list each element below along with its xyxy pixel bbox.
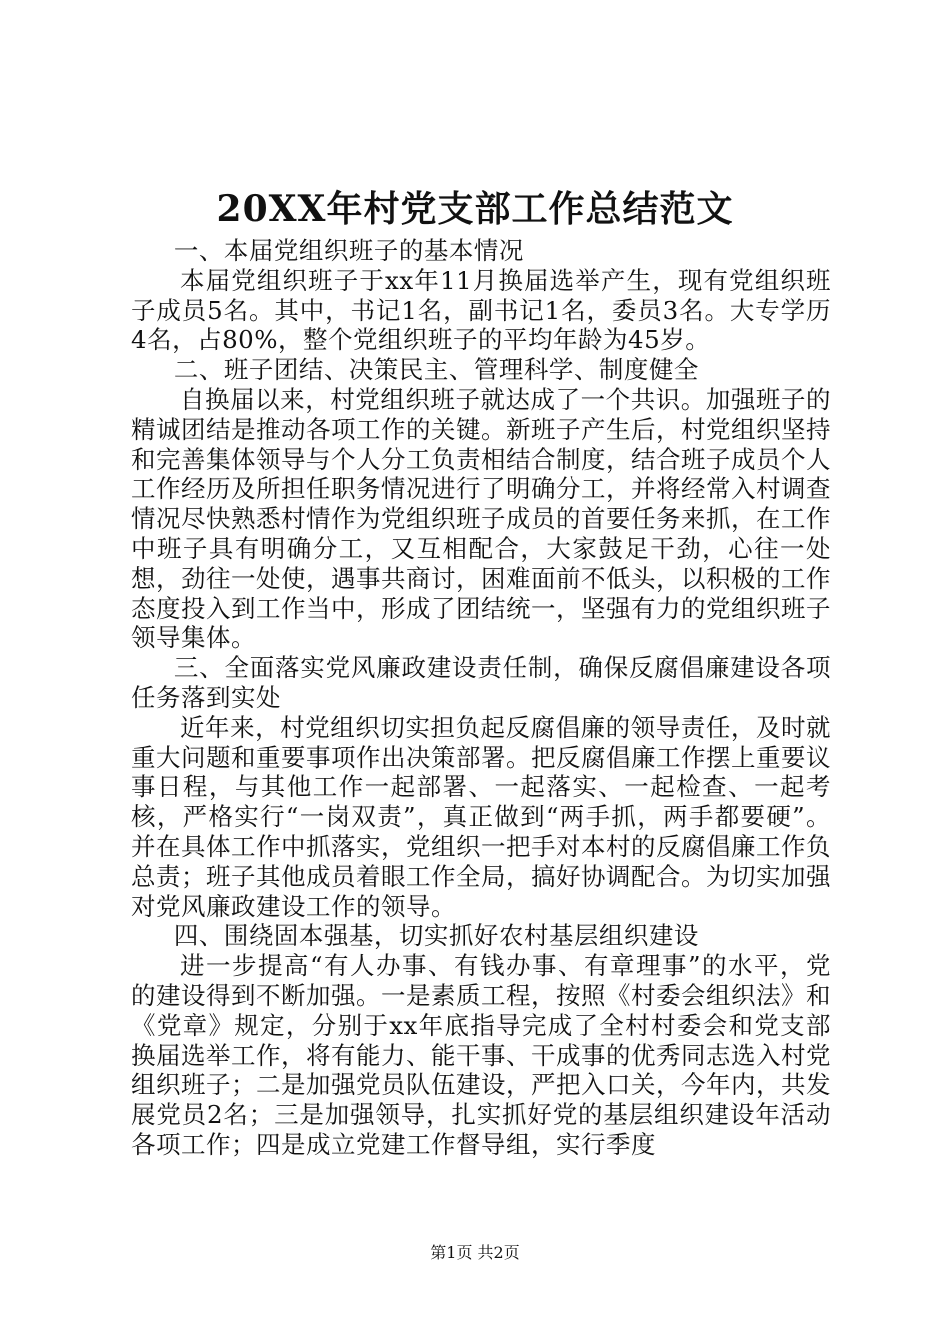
- page-footer: 第1页 共2页: [430, 1243, 520, 1262]
- paragraph-3: 近年来，村党组织切实担负起反腐倡廉的领导责任，及时就重大问题和重要事项作出决策部署。把反腐倡廉工作摆上重要议事日程，与其他工作一起部署、一起落实、一起检查、一起考核，严格实行“一岗双责”，真正做到“两手抓，两手都要硬”。并在具体工作中抓落实，党组织一把手对本村的反腐倡廉工作负总责；班子其他成员着眼工作全局，搞好协调配合。为切实加强对党风廉政建设工作的领导。: [131, 712, 831, 921]
- paragraph-1: 本届党组织班子于xx年11月换届选举产生，现有党组织班子成员5名。其中，书记1名，副书记1名，委员3名。大专学历4名，占80%，整个党组织班子的平均年龄为45岁。: [131, 265, 831, 355]
- document-title: 20XX年村党支部工作总结范文: [216, 188, 734, 230]
- section-heading-1: 一、本届党组织班子的基本情况: [173, 236, 524, 265]
- document-body: [131, 236, 831, 1160]
- paragraph-2: 自换届以来，村党组织班子就达成了一个共识。加强班子的精诚团结是推动各项工作的关键。新班子产生后，村党组织坚持和完善集体领导与个人分工负责相结合制度，结合班子成员个人工作经历及所担任职务情况进行了明确分工，并将经常入村调查情况尽快熟悉村情作为党组织班子成员的首要任务来抓，在工作中班子具有明确分工，又互相配合，大家鼓足干劲，心往一处想，劲往一处使，遇事共商讨，困难面前不低头，以积极的工作态度投入到工作当中，形成了团结统一，坚强有力的党组织班子领导集体。: [131, 384, 831, 653]
- section-heading-2: 二、班子团结、决策民主、管理科学、制度健全: [173, 355, 699, 385]
- section-heading-4: 四、围绕固本强基，切实抓好农村基层组织建设: [173, 921, 699, 951]
- paragraph-4: 进一步提高“有人办事、有钱办事、有章理事”的水平，党的建设得到不断加强。一是素质工程，按照《村委会组织法》和《党章》规定，分别于xx年底指导完成了全村村委会和党支部换届选举工作，将有能力、能干事、干成事的优秀同志选入村党组织班子；二是加强党员队伍建设，严把入口关，今年内，共发展党员2名；三是加强领导，扎实抓好党的基层组织建设年活动各项工作；四是成立党建工作督导组，实行季度: [131, 951, 831, 1159]
- section-heading-3: 三、全面落实党风廉政建设责任制，确保反腐倡廉建设各项任务落到实处: [131, 653, 831, 712]
